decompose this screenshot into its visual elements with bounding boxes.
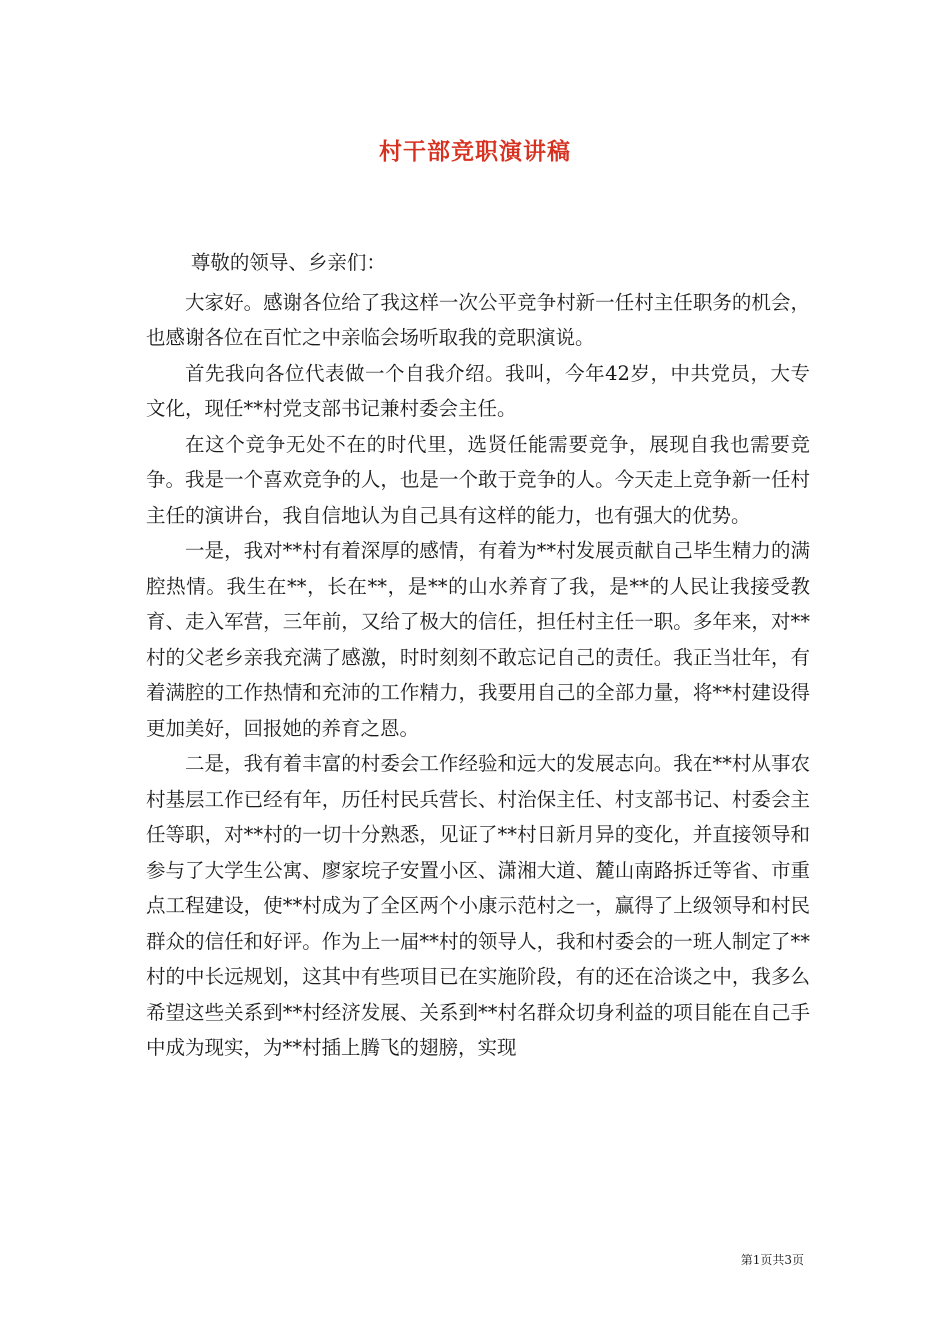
document-title: 村干部竞职演讲稿 <box>379 138 571 165</box>
document-body <box>146 245 810 1066</box>
paragraph-introduction: 首先我向各位代表做一个自我介绍。我叫，今年42岁，中共党员，大专文化，现任**村党支部书记兼村委会主任。 <box>146 361 810 420</box>
salutation: 尊敬的领导、乡亲们： <box>190 251 386 274</box>
paragraph-point-two: 二是，我有着丰富的村委会工作经验和远大的发展志向。我在**村从事农村基层工作已经有年，历任村民兵营长、村治保主任、村支部书记、村委会主任等职，对**村的一切十分熟悉，见证了**村日新月异的变化，并直接领导和参与了大学生公寓、廖家垸子安置小区、潇湘大道、麓山南路拆迁等省、市重点工程建设，使**村成为了全区两个小康示范村之一，赢得了上级领导和村民群众的信任和好评。作为上一届**村的领导人，我和村委会的一班人制定了**村的中长远规划，这其中有些项目已在实施阶段，有的还在洽谈之中，我多么希望这些关系到**村经济发展、关系到**村名群众切身利益的项目能在自己手中成为现实，为**村插上腾飞的翅膀，实现 <box>146 752 810 1059</box>
page-number: 第1页共3页 <box>740 1253 804 1267</box>
paragraph-competition: 在这个竞争无处不在的时代里，选贤任能需要竞争，展现自我也需要竞争。我是一个喜欢竞争的人，也是一个敢于竞争的人。今天走上竞争新一任村主任的演讲台，我自信地认为自己具有这样的能力，也有强大的优势。 <box>146 432 810 527</box>
paragraph-point-one: 一是，我对**村有着深厚的感情，有着为**村发展贡献自己毕生精力的满腔热情。我生在**，长在**，是**的山水养育了我，是**的人民让我接受教育、走入军营，三年前，又给了极大的信任，担任村主任一职。多年来，对**村的父老乡亲我充满了感激，时时刻刻不敢忘记自己的责任。我正当壮年，有着满腔的工作热情和充沛的工作精力，我要用自己的全部力量，将**村建设得更加美好，回报她的养育之恩。 <box>146 539 810 740</box>
paragraph-greeting: 大家好。感谢各位给了我这样一次公平竞争村新一任村主任职务的机会，也感谢各位在百忙之中亲临会场听取我的竞职演说。 <box>146 290 810 349</box>
